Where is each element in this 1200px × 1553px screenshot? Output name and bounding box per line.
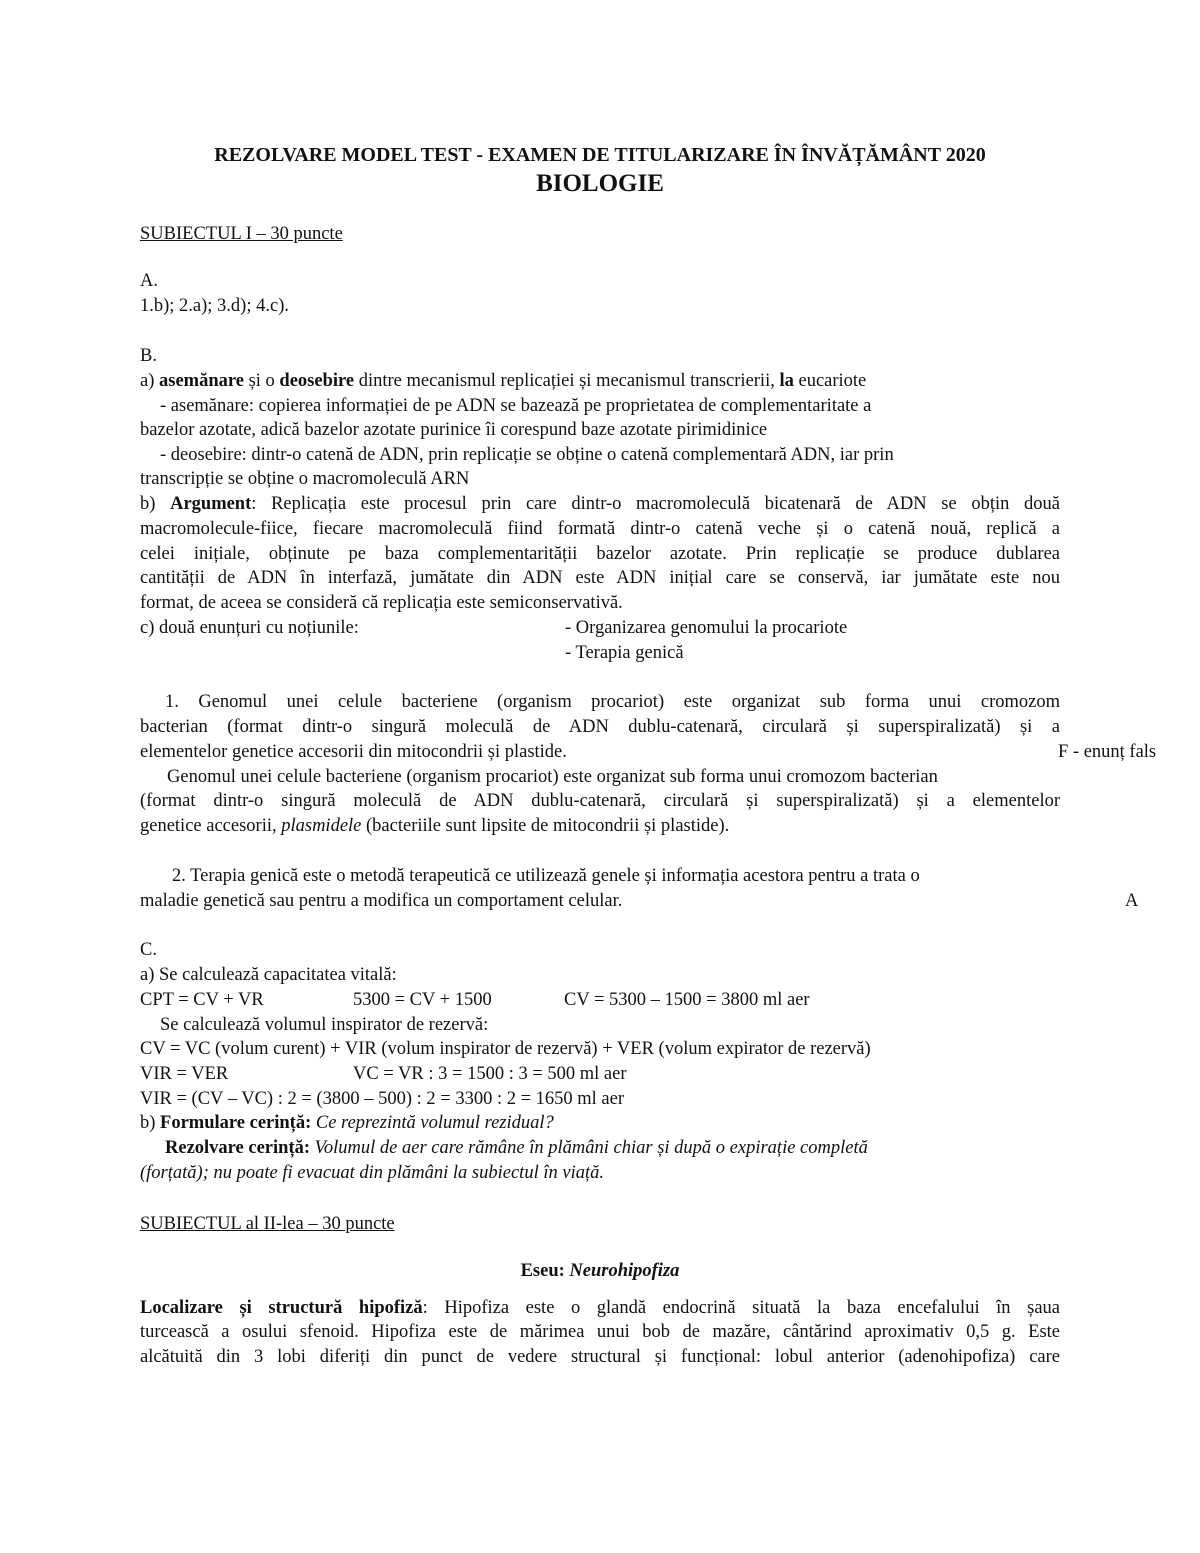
argument-line-4: cantității de ADN în interfază, jumătate din ADN este ADN inițial care se conservă, iar jumătate este nou (140, 568, 1060, 588)
difference-line-1: - deosebire: dintr-o catenă de ADN, prin replicație se obține o catenă complementară ADN, iar prin (160, 445, 894, 465)
statement-1-line-2: bacterian (format dintr-o singură moleculă de ADN dublu-catenară, circulară și superspiralizată) și a (140, 717, 1060, 737)
part-a-answers: 1.b); 2.a); 3.d); 4.c). (140, 296, 289, 316)
text: (bacteriile sunt lipsite de mitocondrii și plastide). (361, 816, 730, 836)
part-c-label: C. (140, 940, 157, 960)
text: c) două enunțuri cu noțiunile: (140, 618, 359, 638)
part-b-c-heading (140, 616, 1060, 640)
italic-text: plasmidele (281, 816, 362, 836)
corrected-statement-line-1: Genomul unei celule bacteriene (organism procariot) este organizat sub forma unui cromozom bacterian (167, 767, 938, 787)
bold-text: Argument (170, 494, 252, 514)
statement-1-line-1: 1. Genomul unei celule bacteriene (organism procariot) este organizat sub forma unui cromozom (165, 692, 1060, 712)
text: a) (140, 371, 159, 391)
argument-line-5: format, de aceea se consideră că replicația este semiconservativă. (140, 593, 623, 613)
statement-2-verdict: A (1125, 891, 1139, 911)
essay-topic: Neurohipofiza (569, 1261, 680, 1281)
task-solution-line-2 (140, 1161, 1060, 1185)
statement-2-line-2 (140, 889, 1139, 913)
calc-intro-2: Se calculează volumul inspirator de rezervă: (160, 1015, 489, 1035)
notion-1: - Organizarea genomului la procariote (565, 618, 848, 638)
text: maladie genetică sau pentru a modifica un comportament celular. (140, 891, 623, 911)
calc-intro: a) Se calculează capacitatea vitală: (140, 965, 397, 985)
bold-text: Rezolvare cerință: (165, 1138, 311, 1158)
text: elementelor genetice accesorii din mitocondrii și plastide. (140, 742, 567, 762)
text: b) (140, 1113, 161, 1133)
argument-line-1 (140, 492, 1060, 516)
essay-line-3: alcătuită din 3 lobi diferiți din punct de vedere structural și funcțional: lobul anterior (adenohipofiza) care (140, 1347, 1060, 1367)
statement-2-line-1: 2. Terapia genică este o metodă terapeutică ce utilizează genele și informația acestora pentru a trata o (172, 866, 920, 886)
text: b) (140, 494, 171, 514)
corrected-statement-line-2: (format dintr-o singură moleculă de ADN dublu-catenară, circulară și superspiralizată) și a elementelor (140, 791, 1060, 811)
task-formulation (140, 1111, 1060, 1135)
essay-line-1 (140, 1296, 1060, 1320)
italic-text: Volumul de aer care rămâne în plămâni chiar și după o expirație completă (310, 1138, 868, 1158)
notion-2: - Terapia genică (565, 643, 684, 663)
text: eucariote (793, 371, 867, 391)
difference-line-2: transcripție se obține o macromoleculă ARN (140, 469, 470, 489)
similarity-line-2: bazelor azotate, adică bazelor azotate purinice îi corespund baze azotate pirimidinice (140, 420, 768, 440)
bold-text: Formulare cerință: (160, 1113, 312, 1133)
argument-line-3: celei inițiale, obținute pe baza complementarității bazelor azotate. Prin replicație se produce dublarea (140, 544, 1060, 564)
section-heading-s2: SUBIECTUL al II-lea – 30 puncte (140, 1214, 395, 1234)
bold-text: Localizare și structură hipofiză (140, 1298, 423, 1318)
similarity-line-1: - asemănare: copierea informației de pe ADN se bazează pe proprietatea de complementaritate a (160, 396, 872, 416)
corrected-statement-line-3 (140, 814, 1060, 838)
text: : Replicația este procesul prin care dintr-o macromoleculă bicatenară de ADN se obțin două (251, 494, 1060, 514)
bold-text: asemănare (159, 371, 244, 391)
part-a-label: A. (140, 271, 158, 291)
document-subject: BIOLOGIE (536, 170, 664, 197)
text: dintre mecanismul replicației și mecanismul transcrierii, (354, 371, 780, 391)
calc-equations-2 (140, 1062, 1060, 1086)
document-title: REZOLVARE MODEL TEST - EXAMEN DE TITULARIZARE ÎN ÎNVĂȚĂMÂNT 2020 (214, 144, 986, 166)
equation: 5300 = CV + 1500 (353, 990, 492, 1010)
bold-text: deosebire (279, 371, 355, 391)
equation: CPT = CV + VR (140, 990, 264, 1010)
statement-1-verdict: F - enunț fals (1058, 742, 1157, 762)
calc-equations-3: VIR = (CV – VC) : 2 = (3800 – 500) : 2 = 3300 : 2 = 1650 ml aer (140, 1089, 624, 1109)
bold-text: Eseu: (520, 1261, 570, 1281)
argument-line-2: macromolecule-fiice, fiecare macromoleculă fiind formată dintr-o catenă veche și o catenă nouă, replică a (140, 519, 1060, 539)
italic-text: (forțată); nu poate fi evacuat din plămâni la subiectul în viață. (140, 1163, 604, 1183)
bold-text: la (779, 371, 794, 391)
statement-1-line-3 (140, 740, 1157, 764)
equation: VC = VR : 3 = 1500 : 3 = 500 ml aer (353, 1064, 627, 1084)
calc-equations-1 (140, 988, 1060, 1012)
text: : Hipofiza este o glandă endocrină situată la baza encefalului în șaua (422, 1298, 1060, 1318)
essay-title (0, 1259, 1200, 1283)
text: genetice accesorii, (140, 816, 282, 836)
task-solution-line-1 (165, 1136, 1060, 1160)
part-b-a-heading (140, 369, 1060, 393)
equation: CV = 5300 – 1500 = 3800 ml aer (564, 990, 810, 1010)
part-b-label: B. (140, 346, 157, 366)
section-heading-s1: SUBIECTUL I – 30 puncte (140, 224, 343, 244)
calc-formula: CV = VC (volum curent) + VIR (volum inspirator de rezervă) + VER (volum expirator de rezervă) (140, 1039, 871, 1059)
essay-line-2: turcească a osului sfenoid. Hipofiza este de mărimea unui bob de mazăre, cântărind aproximativ 0,5 g. Este (140, 1322, 1060, 1342)
text: și o (243, 371, 280, 391)
italic-text: Ce reprezintă volumul rezidual? (311, 1113, 554, 1133)
equation: VIR = VER (140, 1064, 229, 1084)
